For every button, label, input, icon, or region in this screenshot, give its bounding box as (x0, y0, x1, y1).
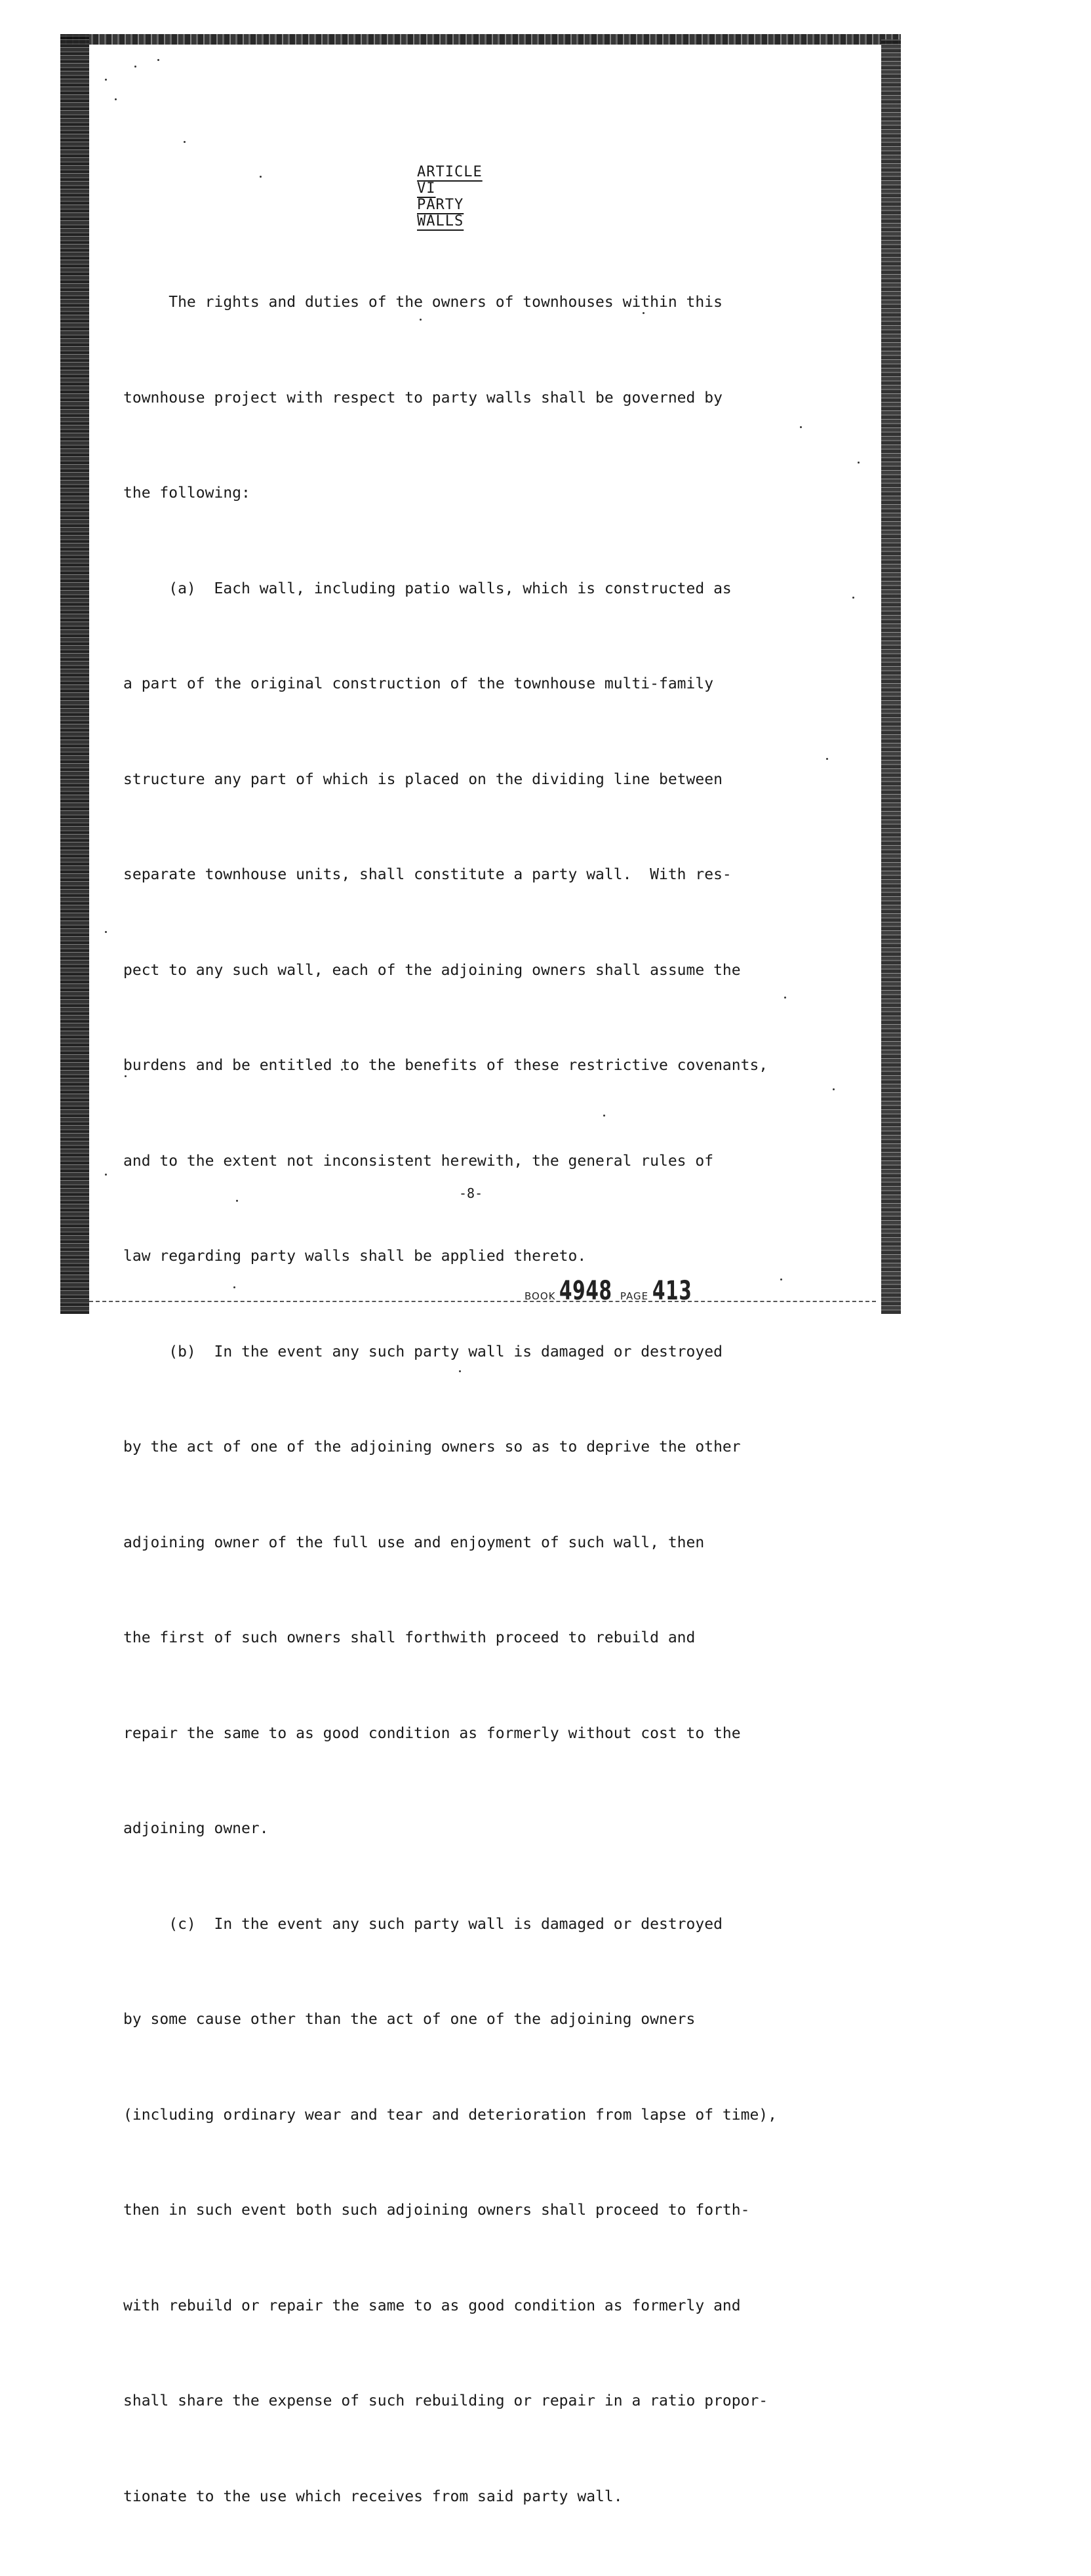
text-line: and to the extent not inconsistent herewith, the general rules of (123, 1152, 714, 1170)
text-line: (including ordinary wear and tear and deterioration from lapse of time), (123, 2106, 777, 2124)
text-line: the first of such owners shall forthwith proceed to rebuild and (123, 1629, 696, 1646)
speck (260, 176, 262, 178)
text-line: a part of the original construction of the townhouse multi-family (123, 675, 714, 692)
page-label: PAGE (620, 1290, 649, 1302)
section-title: PARTY WALLS (417, 197, 464, 229)
text-line: law regarding party walls shall be applied thereto. (123, 1248, 587, 1265)
text-line: adjoining owner of the full use and enjoyment of such wall, then (123, 1534, 705, 1551)
page-number: -8- (459, 1185, 483, 1201)
text-line: adjoining owner. (123, 1820, 269, 1837)
speck (115, 98, 117, 100)
text-line: The rights and duties of the owners of townhouses within this (123, 294, 723, 311)
book-number: 4948 (559, 1276, 613, 1306)
book-page-stamp (525, 1276, 691, 1306)
text-line: structure any part of which is placed on the dividing line between (123, 770, 723, 788)
text-line: tionate to the use which receives from said party wall. (123, 2487, 623, 2505)
speck (105, 1174, 107, 1176)
text-line: (b) In the event any such party wall is damaged or destroyed (123, 1343, 723, 1360)
book-label: BOOK (525, 1290, 556, 1302)
scan-edge-left (60, 34, 89, 1314)
text-line: then in such event both such adjoining owners shall proceed to forth- (123, 2202, 750, 2219)
article-title: ARTICLE VI (417, 164, 483, 197)
speck (105, 79, 107, 81)
text-line: (a) Each wall, including patio walls, which is constructed as (123, 580, 732, 597)
text-line: shall share the expense of such rebuilding or repair in a ratio propor- (123, 2392, 768, 2409)
speck (157, 59, 159, 61)
body-text (123, 223, 871, 2576)
text-line: separate townhouse units, shall constitute a party wall. With res- (123, 866, 732, 883)
scan-edge-top (60, 34, 901, 45)
stamp-page-number: 413 (652, 1276, 692, 1306)
text-line: pect to any such wall, each of the adjoining owners shall assume the (123, 961, 741, 979)
text-line: by some cause other than the act of one of the adjoining owners (123, 2011, 696, 2028)
scan-edge-right (881, 39, 901, 1314)
speck (134, 66, 136, 68)
text-line: with rebuild or repair the same to as good condition as formerly and (123, 2297, 741, 2314)
text-line: repair the same to as good condition as formerly without cost to the (123, 1724, 741, 1742)
text-line: by the act of one of the adjoining owners so as to deprive the other (123, 1438, 741, 1456)
speck (105, 931, 107, 933)
text-line: the following: (123, 485, 250, 502)
text-line: (c) In the event any such party wall is damaged or destroyed (123, 1915, 723, 1933)
speck (184, 141, 186, 143)
text-line: burdens and be entitled to the benefits of these restrictive covenants, (123, 1057, 768, 1074)
text-line: townhouse project with respect to party walls shall be governed by (123, 389, 723, 406)
